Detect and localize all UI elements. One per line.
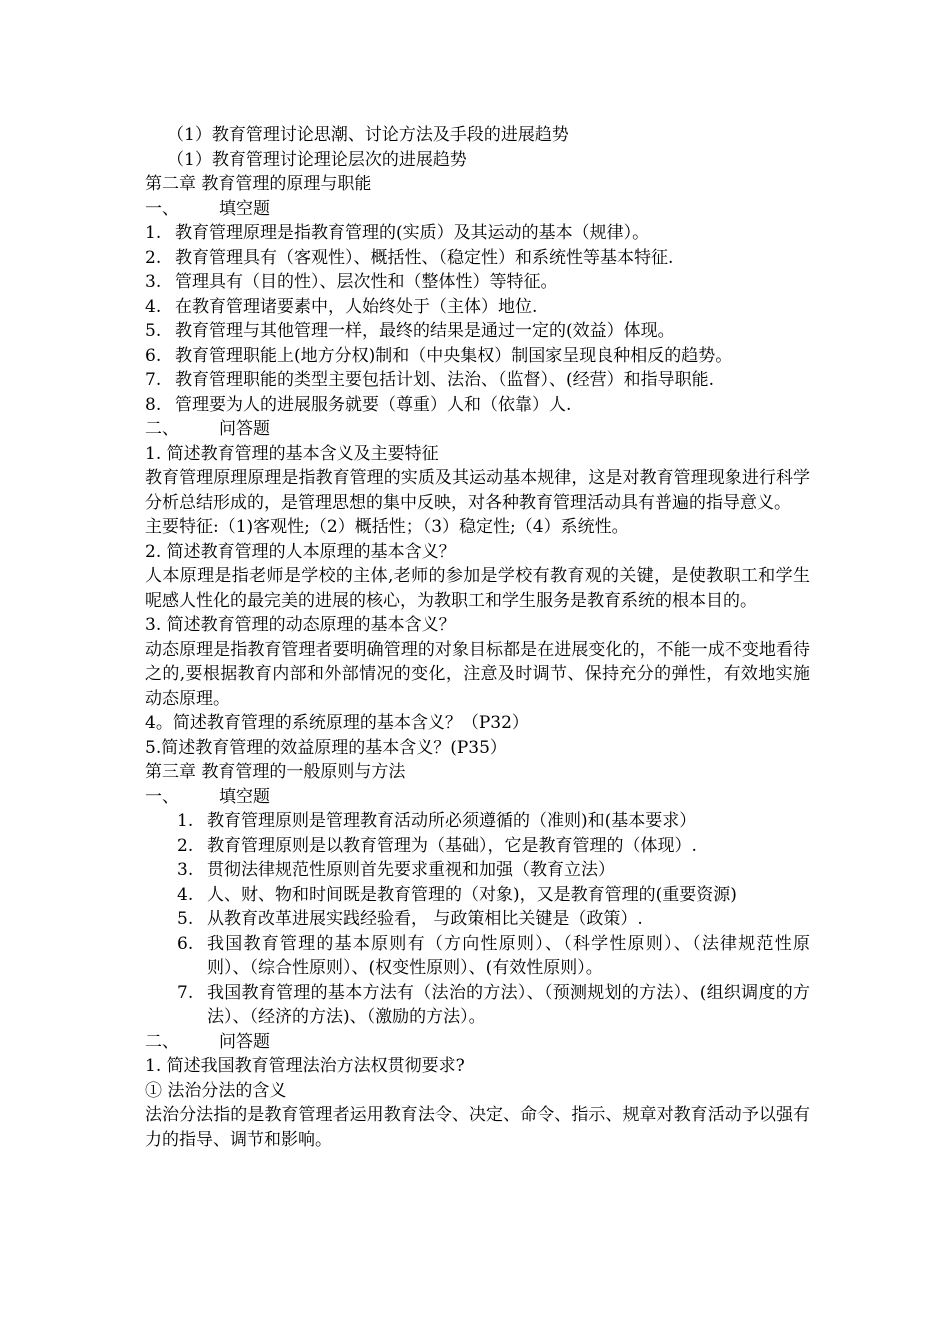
item-number: 6. [177,933,194,954]
chapter2-qa-heading [145,417,810,442]
item-text: 从教育改革进展实践经验看， 与政策相比关键是（政策）. [207,909,643,929]
section-title: 填空题 [219,786,270,807]
chapter3-title: 第三章 教育管理的一般原则与方法 [145,762,406,782]
section-number: 一、 [145,786,179,807]
question: 2. 简述教育管理的人本原理的基本含义？ [145,541,456,562]
answer-paragraph: 人本原理是指老师是学校的主体,老师的参加是学校有教育观的关键，是使教职工和学生呢感人性化的最完美的进展的核心，为教职工和学生服务是教育系统的根本目的。 [145,566,810,611]
item-number: 2. [145,247,162,268]
trend-line-1: （1）教育管理讨论思潮、讨论方法及手段的进展趋势 [167,125,569,145]
fill-item [145,809,810,834]
item-text: 管理具有（目的性）、层次性和（整体性）等特征。 [175,272,558,292]
item-number: 4. [145,296,162,317]
item-text: 我国教育管理的基本原则有（方向性原则）、（科学性原则）、（法律规范性原则）、（综合性原则）、(权变性原则）、(有效性原则）。 [207,933,810,978]
chapter3-fill-heading [145,785,810,810]
item-text: 管理要为人的进展服务就要（尊重）人和（依靠）人. [175,394,572,415]
item-number: 8. [145,394,162,415]
fill-item [145,270,810,295]
item-text: 人、财、物和时间既是教育管理的（对象)，又是教育管理的(重要资源) [207,884,737,905]
item-text: 教育管理原则是以教育管理为（基础），它是教育管理的（体现）. [207,835,697,856]
fill-item [145,368,810,393]
fill-item [145,246,810,271]
section-number: 二、 [145,1031,179,1052]
question: 1. 简述教育管理的基本含义及主要特征 [145,443,439,464]
item-number: 2. [177,835,194,856]
answer-paragraph: 主要特征:（1)客观性;（2）概括性；（3）稳定性;（4）系统性。 [145,517,629,537]
chapter2-fill-list [145,221,810,417]
section-title: 填空题 [219,198,270,219]
fill-item [145,932,810,981]
answer-paragraph: 法治分法指的是教育管理者运用教育法令、决定、命令、指示、规章对教育活动予以强有力的指导、调节和影响。 [145,1105,810,1150]
answer-paragraph: 教育管理原理原理是指教育管理的实质及其运动基本规律，这是对教育管理现象进行科学分析总结形成的，是管理思想的集中反映，对各种教育管理活动具有普遍的指导意义。 [145,468,810,513]
item-number: 4. [177,884,194,905]
fill-item [145,858,810,883]
chapter2-title: 第二章 教育管理的原理与职能 [145,174,372,194]
item-text: 教育管理原则是管理教育活动所必须遵循的（准则)和(基本要求） [207,811,697,831]
fill-item [145,834,810,859]
trend-line-2: （1）教育管理讨论理论层次的进展趋势 [167,149,467,170]
question: 3. 简述教育管理的动态原理的基本含义？ [145,615,456,635]
question: 5.简述教育管理的效益原理的基本含义？(P35） [145,737,507,758]
item-text: 贯彻法律规范性原则首先要求重视和加强（教育立法） [207,860,615,880]
document-page [145,123,810,1152]
item-number: 3. [145,272,162,292]
item-number: 7. [177,982,194,1003]
question: 1. 简述我国教育管理法治方法权贯彻要求? [145,1056,465,1076]
answer-paragraph: 动态原理是指教育管理者要明确管理的对象目标都是在进展变化的，不能一成不变地看待之的,要根据教育内部和外部情况的变化，注意及时调节、保持充分的弹性，有效地实施动态原理。 [145,639,810,709]
fill-item [145,319,810,344]
item-text: 教育管理具有（客观性）、概括性、（稳定性）和系统性等基本特征. [175,247,674,268]
fill-item [145,344,810,369]
item-number: 6. [145,345,162,366]
question: 4。简述教育管理的系统原理的基本含义？（P32） [145,713,529,733]
item-text: 在教育管理诸要素中，人始终处于（主体）地位. [175,296,538,317]
item-number: 7. [145,370,162,390]
item-number: 5. [145,321,162,341]
item-text: 教育管理与其他管理一样，最终的结果是通过一定的(效益）体现。 [175,321,675,341]
section-number: 二、 [145,419,179,439]
fill-item [145,907,810,932]
item-number: 1. [145,223,162,243]
fill-item [145,883,810,908]
item-text: 教育管理职能上(地方分权)制和（中央集权）制国家呈现良种相反的趋势。 [175,345,733,366]
section-title: 问答题 [219,419,270,439]
fill-item [145,393,810,418]
chapter2-fill-heading [145,197,810,222]
fill-item [145,221,810,246]
item-number: 3. [177,860,194,880]
item-text: 我国教育管理的基本方法有（法治的方法）、（预测规划的方法）、(组织调度的方法）、（经济的方法)、（激励的方法）。 [207,982,810,1027]
section-number: 一、 [145,198,179,219]
item-number: 5. [177,909,194,929]
fill-item [145,981,810,1030]
chapter3-fill-list [145,809,810,1030]
sub-heading: ① 法治分法的含义 [145,1080,287,1101]
item-text: 教育管理原理是指教育管理的(实质）及其运动的基本（规律）。 [175,223,650,243]
item-text: 教育管理职能的类型主要包括计划、法治、（监督）、(经营）和指导职能. [175,370,715,390]
fill-item [145,295,810,320]
section-title: 问答题 [219,1031,270,1052]
item-number: 1. [177,811,194,831]
chapter3-qa-heading [145,1030,810,1055]
